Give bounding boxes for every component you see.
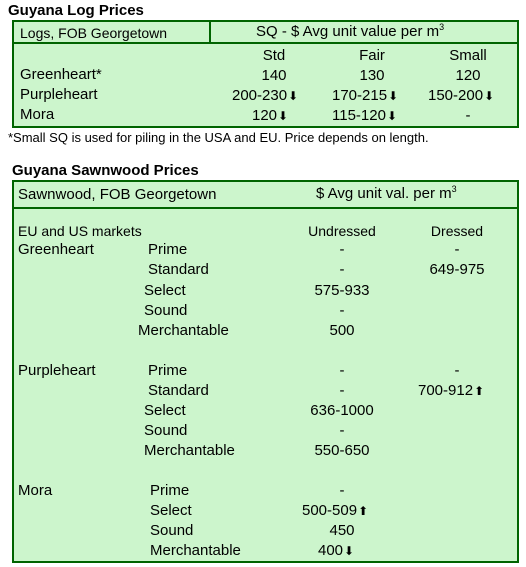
undressed-value: - bbox=[339, 482, 345, 499]
arrow-up-icon bbox=[357, 502, 368, 519]
sawn-header-value: $ Avg unit val. per $m^3$ bbox=[316, 184, 457, 202]
undressed-value: - bbox=[339, 241, 345, 258]
header-divider bbox=[14, 42, 517, 44]
dressed-value: 649-975 bbox=[429, 261, 485, 278]
col-small: Small bbox=[449, 47, 487, 64]
arrow-down-icon bbox=[343, 542, 354, 559]
header-column-divider bbox=[209, 22, 211, 42]
undressed-value: 575-933 bbox=[314, 282, 370, 299]
species-name: Purpleheart bbox=[18, 362, 96, 379]
species-name: Mora bbox=[18, 482, 53, 499]
log-cell-down: 115-120 ⬇ bbox=[332, 107, 397, 124]
grade: Merchantable bbox=[138, 322, 229, 339]
log-cell-down: 150-200 ⬇ bbox=[428, 87, 494, 104]
sawnwood-prices-title: Guyana Sawnwood Prices bbox=[12, 162, 199, 179]
col-fair: Fair bbox=[359, 47, 385, 64]
undressed-value: - bbox=[339, 382, 345, 399]
grade: Merchantable bbox=[150, 542, 241, 559]
log-cell: 130 bbox=[359, 67, 385, 84]
log-cell: 140 bbox=[261, 67, 287, 84]
log-cell: 120 bbox=[455, 67, 481, 84]
dressed-value: - bbox=[454, 362, 460, 379]
log-row-name: Mora bbox=[20, 106, 55, 123]
grade: Sound bbox=[150, 522, 194, 539]
grade: Select bbox=[150, 502, 192, 519]
log-cell-down: 120 ⬇ bbox=[252, 107, 288, 124]
col-std: Std bbox=[262, 47, 286, 64]
grade: Standard bbox=[148, 382, 209, 399]
log-row-name: Purpleheart bbox=[20, 86, 98, 103]
arrow-down-icon bbox=[483, 87, 494, 104]
undressed-value-down: 400 ⬇ bbox=[318, 542, 354, 559]
grade: Standard bbox=[148, 261, 209, 278]
undressed-value: - bbox=[339, 362, 345, 379]
log-cell-down: 170-215 ⬇ bbox=[332, 87, 398, 104]
grade: Sound bbox=[144, 422, 188, 439]
undressed-value: 636-1000 bbox=[310, 402, 374, 419]
log-header-label: Logs, FOB Georgetown bbox=[20, 25, 168, 41]
undressed-value: 500 bbox=[329, 322, 355, 339]
log-prices-table bbox=[12, 20, 519, 128]
undressed-value: 450 bbox=[329, 522, 355, 539]
markets-label: EU and US markets bbox=[18, 223, 142, 239]
sawn-header-label: Sawnwood, FOB Georgetown bbox=[18, 186, 217, 203]
dressed-value: - bbox=[454, 241, 460, 258]
grade: Prime bbox=[148, 241, 188, 258]
col-undressed: Undressed bbox=[308, 223, 376, 239]
arrow-down-icon bbox=[386, 107, 397, 124]
undressed-value: - bbox=[339, 302, 345, 319]
arrow-down-icon bbox=[387, 87, 398, 104]
dressed-value-up: 700-912 ⬆ bbox=[418, 382, 484, 399]
log-cell-down: 200-230 ⬇ bbox=[232, 87, 298, 104]
grade: Merchantable bbox=[144, 442, 235, 459]
col-dressed: Dressed bbox=[430, 223, 484, 239]
grade: Prime bbox=[150, 482, 190, 499]
log-prices-title: Guyana Log Prices bbox=[8, 2, 144, 19]
log-row-name: Greenheart* bbox=[20, 66, 102, 83]
log-header-value: SQ - $ Avg unit value per $m^3$ bbox=[256, 22, 445, 40]
undressed-value: - bbox=[339, 261, 345, 278]
log-cell: - bbox=[465, 107, 471, 124]
undressed-value: 550-650 bbox=[314, 442, 370, 459]
undressed-value-up: 500-509 ⬆ bbox=[302, 502, 368, 519]
header-divider bbox=[14, 207, 517, 209]
grade: Sound bbox=[144, 302, 188, 319]
grade: Select bbox=[144, 402, 186, 419]
sawnwood-prices-table bbox=[12, 180, 519, 563]
arrow-down-icon bbox=[287, 87, 298, 104]
arrow-up-icon bbox=[473, 382, 484, 399]
arrow-down-icon bbox=[277, 107, 288, 124]
undressed-value: - bbox=[339, 422, 345, 439]
grade: Prime bbox=[148, 362, 188, 379]
species-name: Greenheart bbox=[18, 241, 94, 258]
log-footnote: *Small SQ is used for piling in the USA and EU. Price depends on length. bbox=[8, 130, 429, 145]
grade: Select bbox=[144, 282, 186, 299]
